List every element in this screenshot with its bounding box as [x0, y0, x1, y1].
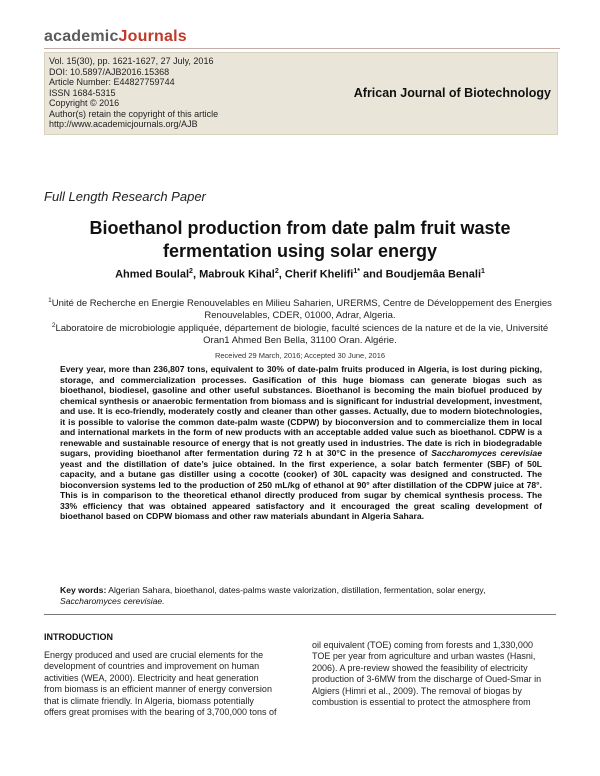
body-line: activities (WEA, 2000). Electricity and heat generation	[44, 672, 259, 683]
paper-title	[44, 217, 556, 263]
meta-article-number: Article Number: E44827759744	[49, 77, 175, 87]
affiliation-2	[44, 320, 556, 347]
author-affil-mark: 1*	[353, 268, 360, 275]
body-line: offers great promises with the bearing of 3,700,000 tons of	[44, 707, 277, 718]
meta-issn: ISSN 1684-5315	[49, 87, 116, 98]
article-meta	[49, 56, 218, 130]
affil-text-line: Oran1 Ahmed Ben Bella, 31100 Oran. Algérie.	[203, 335, 397, 347]
body-line: Energy produced and used are crucial elements for the	[44, 650, 264, 660]
affil-text-line: Renouvelables, CDER, 01000, Adrar, Algeria.	[204, 310, 396, 322]
abstract	[60, 364, 542, 522]
author-name: Mabrouk Kihal	[199, 268, 275, 281]
body-line: 2006). A pre-review showed the feasibility of electricity	[312, 662, 528, 673]
abstract-text: Every year, more than 236,807 tons, equivalent to 30% of date-palm fruits produced in Algeria, is lost during picking, storage, and commercialization processes. Gasification of this huge biomass can generate biogas such as bioethanol, biodiesel, gasoline and other useful substances. Bioethanol is becoming the main biofuel produced by chemical synthesis or anaerobic fermentation from biomass and is significant for industrial development, investment, and use. It is eco-friendly, moderately costly and cleaner than other gasses. Actually, due to modern biotechnologies, it is possible to valorise the common date-palm waste (CDPW) by bioconversion and to commercialize them in local and international markets in the form of new products with an acceptable added value such as bioethanol. CDPW is a renewable and sustainable resource of energy that is not greatly used in industries. The date is rich in biodegradable sugars, providing bioethanol after fermentation during 72 h at 30°C in the presence of	[60, 364, 542, 458]
meta-copyright: Copyright © 2016	[49, 98, 120, 108]
keywords	[60, 585, 542, 607]
logo-divider	[44, 48, 560, 49]
received-dates: Received 29 March, 2016; Accepted 30 June, 2016	[214, 351, 386, 360]
section-heading-introduction: INTRODUCTION	[44, 632, 113, 642]
title-line-2: fermentation using solar energy	[162, 241, 438, 261]
affil-text-line: Laboratoire de microbiologie appliquée, département de biologie, faculté sciences de la nature et de la vie, Université	[55, 323, 549, 335]
body-line: production of 3-6MW from the discharge of Oued-Smar in	[312, 674, 542, 685]
abstract-text: yeast and the distillation of date’s juice obtained. In the first experience, a solar batch fermenter (SBF) of 50L capacity, and a butane gas distiller using a cocotte (cooker) of 30L capacity was designed and constructed. The bioconversion systems led to the production of 250 mL/kg of ethanol at 90° after distillation of the CDPW juice at 78°. This is in comparison to the theoretical ethanol directly produced from sugar by chemical synthesis process. The 33% efficiency that was obtained appeared satisfactory and it encouraged the great scaling development of bioethanol based on CDPW biomass and other raw materials abundant in Algeria Sahara.	[60, 458, 542, 521]
body-line: TOE per year from agriculture and urban wastes (Hasni,	[312, 651, 536, 662]
meta-doi[interactable]: DOI: 10.5897/AJB2016.15368	[49, 66, 170, 77]
body-line: development of countries and improvement on human	[44, 661, 260, 672]
logo-text-journals: Journals	[118, 28, 187, 45]
meta-volume: Vol. 15(30), pp. 1621-1627, 27 July, 2016	[49, 56, 214, 66]
affil-mark: 1	[48, 297, 52, 304]
author-affil-mark: 1	[481, 268, 485, 275]
body-column-right	[312, 640, 562, 708]
author-affil-mark: 2	[189, 268, 193, 275]
publisher-logo	[44, 28, 187, 46]
meta-url-link[interactable]: http://www.academicjournals.org/AJB	[49, 119, 198, 129]
author-name: Cherif Khelifi	[284, 268, 354, 281]
body-line: that is climate friendly. In Algeria, biomass potentially	[44, 695, 254, 706]
paper-type: Full Length Research Paper	[44, 189, 206, 204]
author-separator: ,	[192, 268, 200, 281]
body-column-left	[44, 650, 294, 718]
body-line: Algiers (Himri et al., 2009). The removal of biogas by	[312, 685, 522, 696]
abstract-species: Saccharomyces cerevisiae	[431, 448, 542, 458]
section-divider	[44, 614, 556, 615]
author-separator: and	[359, 268, 386, 281]
author-list	[44, 268, 556, 281]
body-line: combustion is essential to protect the atmosphere from	[312, 697, 531, 708]
meta-rights: Author(s) retain the copyright of this article	[49, 108, 219, 119]
affil-mark: 2	[51, 322, 56, 329]
keywords-species: Saccharomyces cerevisiae.	[60, 596, 165, 606]
affil-text-line: Unité de Recherche en Energie Renouvelables en Milieu Saharien, URERMS, Centre de Développement des Energies	[51, 298, 552, 310]
keywords-text: Algerian Sahara, bioethanol, dates-palms waste valorization, distillation, fermentation, solar energy,	[106, 585, 486, 595]
body-line: oil equivalent (TOE) coming from forests and 1,330,000	[312, 640, 533, 650]
logo-text-academic: academic	[44, 28, 119, 45]
affiliation-1	[44, 295, 556, 322]
author-name: Boudjemâa Benali	[385, 268, 481, 281]
body-line: from biomass is an efficient manner of energy conversion	[44, 684, 272, 695]
title-line-1: Bioethanol production from date palm fruit waste	[89, 218, 511, 238]
journal-info-box	[44, 52, 558, 135]
author-separator: ,	[278, 268, 285, 281]
author-affil-mark: 2	[274, 268, 279, 275]
keywords-label: Key words:	[60, 585, 107, 595]
author-name: Ahmed Boulal	[115, 268, 190, 281]
journal-name: African Journal of Biotechnology	[353, 86, 551, 100]
